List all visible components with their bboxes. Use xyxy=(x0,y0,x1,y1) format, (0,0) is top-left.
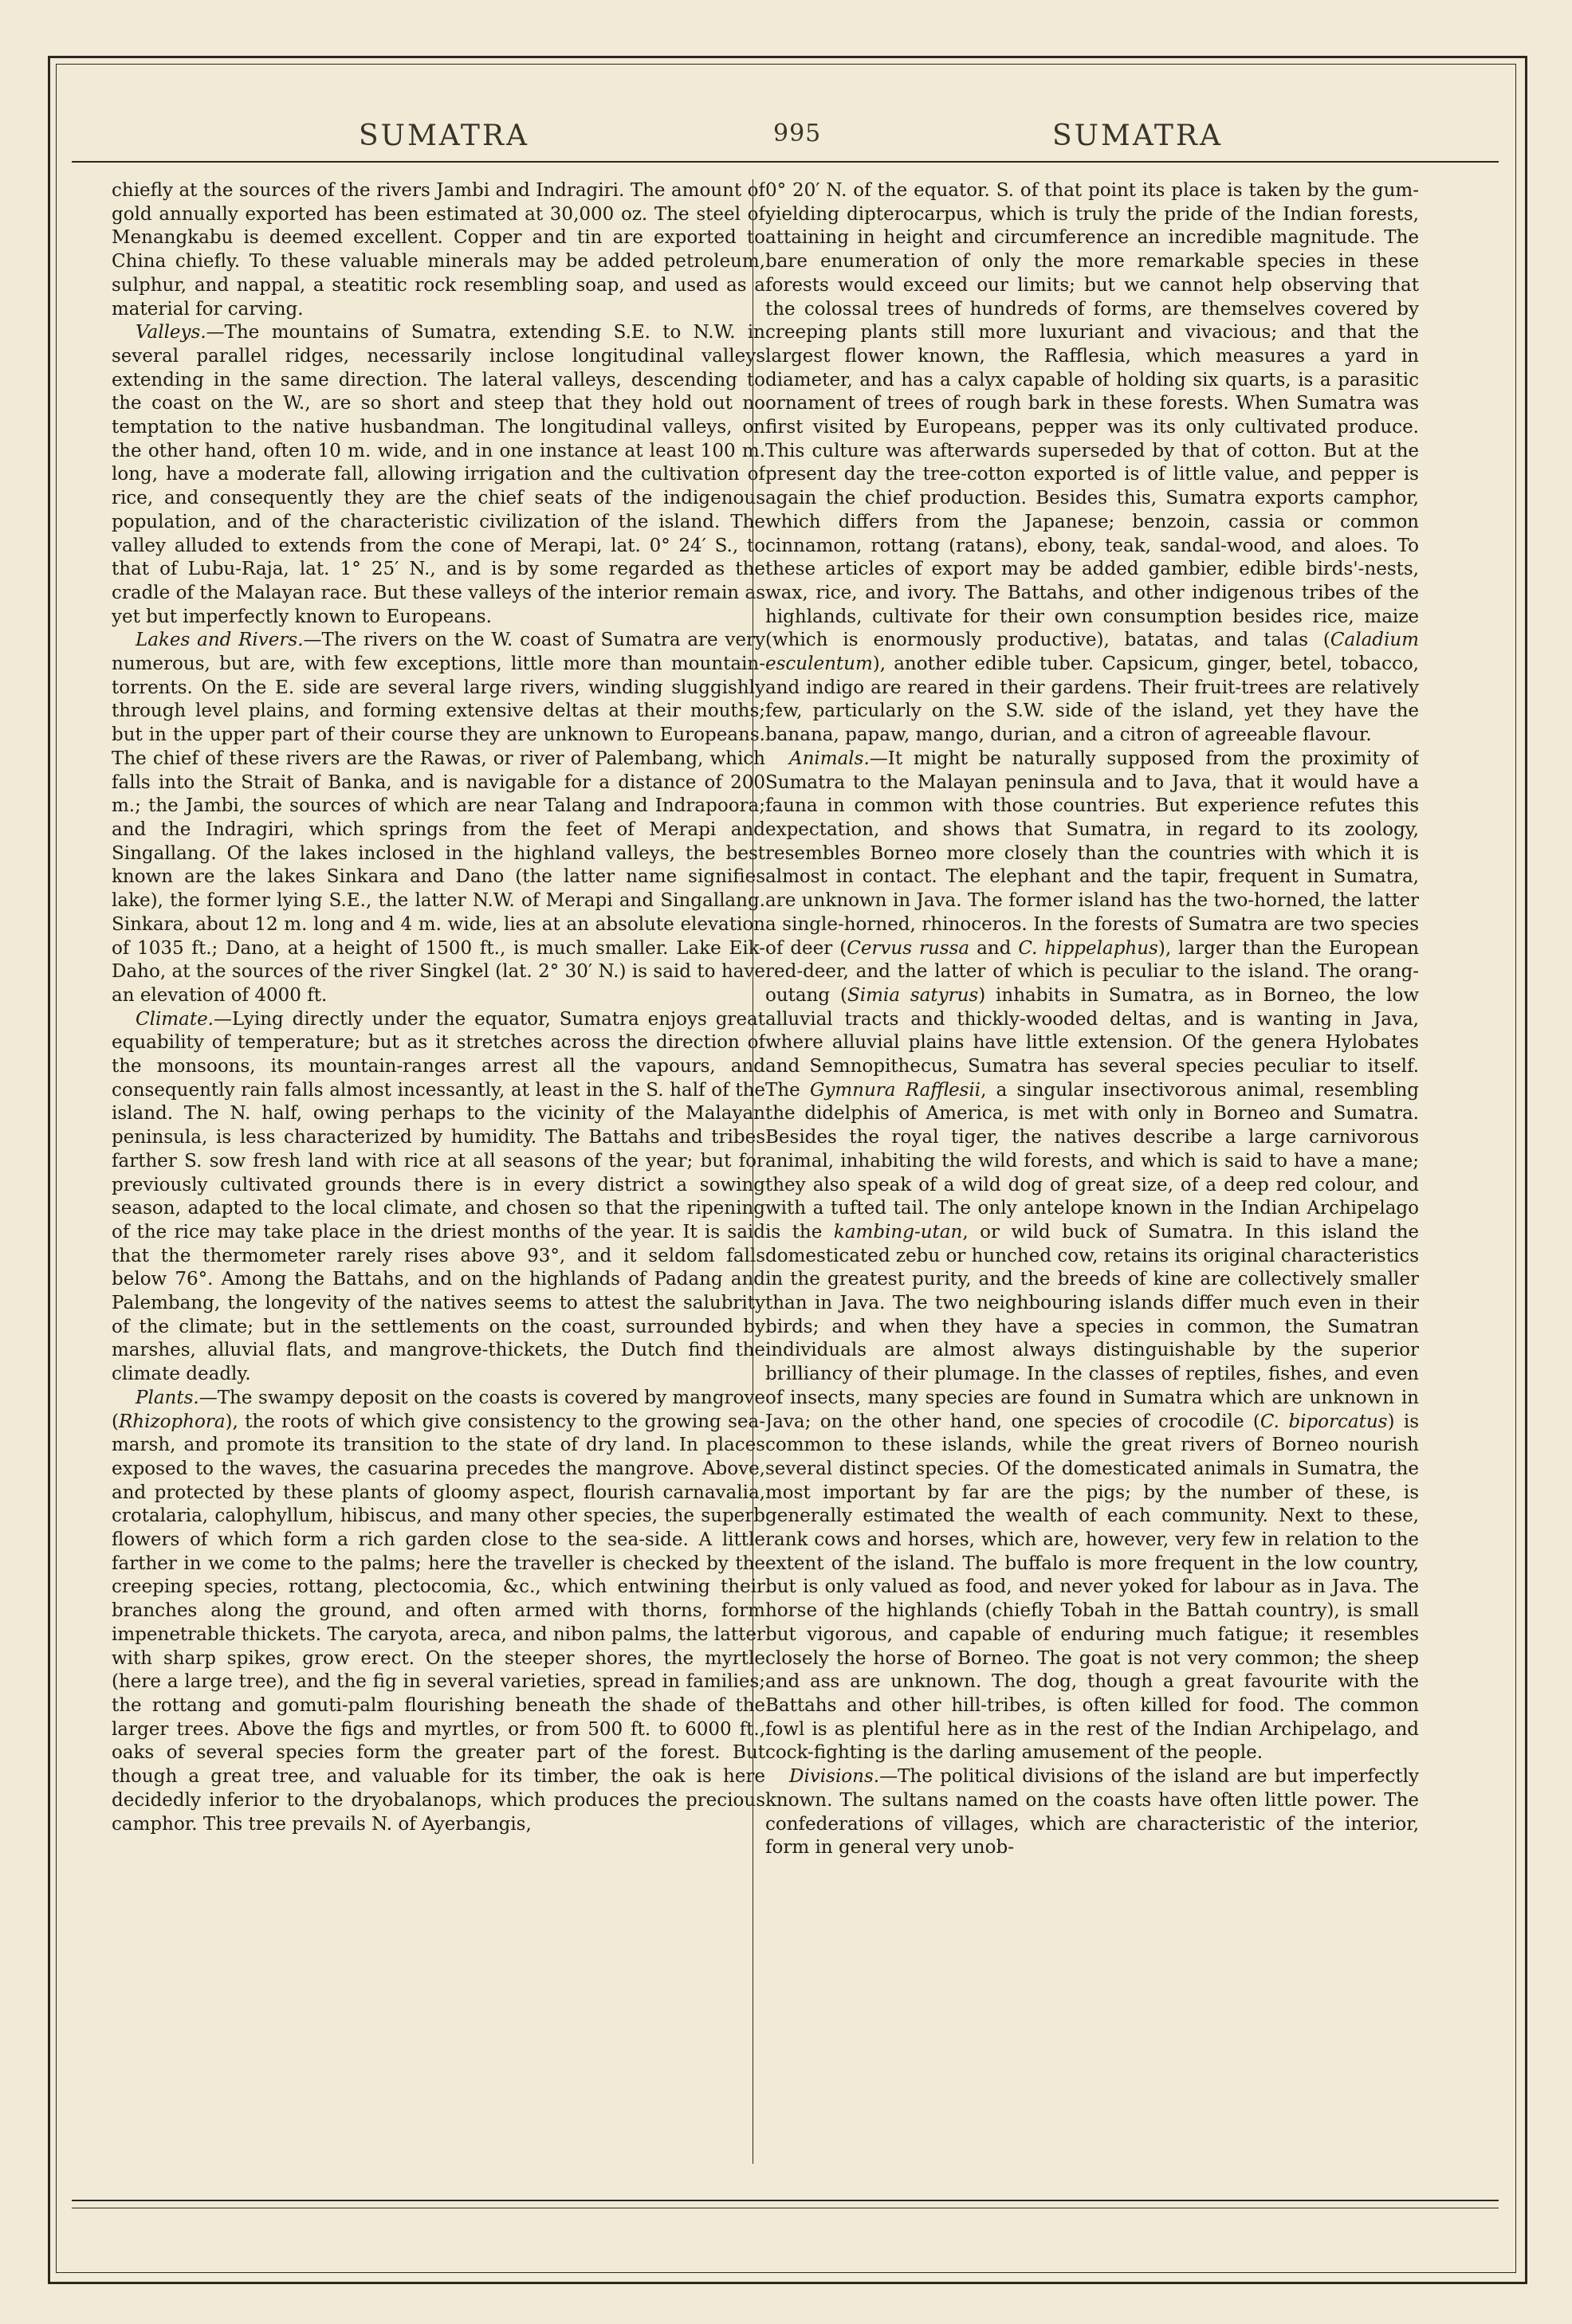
text-animals-f: , or wild buck of Sumatra. In this island the domesticated zebu or hunched cow, retains its original characteristics in the greatest purity, and the breeds of kine are collectively smaller than in Java. The two neighbouring islands differ much even in their birds; and when they have a species in common, the Sumatran individuals are almost always distinguishable by the superior brilliancy of their plumage. In the classes of reptiles, fishes, and even of insects, many species are found in Sumatra which are unknown in Java; on the other hand, one species of crocodile ( xyxy=(765,1221,1419,1432)
heading-valleys: Valleys. xyxy=(136,322,206,343)
text-animals-e: , a singular insectivorous animal, resembling the didelphis of America, is met with only in Borneo and Sumatra. Besides the royal tiger, the natives describe a large carnivorous animal, inhabiting the wild forests, and which is said to have a mane; they also speak of a wild dog of great size, of a deep red colour, and with a tufted tail. The only antelope known in the Indian Archipelago is the xyxy=(765,1079,1419,1242)
running-head-right: SUMATRA xyxy=(1052,120,1224,152)
left-column xyxy=(112,179,765,2172)
paragraph-forests-produce xyxy=(765,179,1419,748)
text-climate: —Lying directly under the equator, Sumatra enjoys great equability of temperature; but as it stretches across the direction of the monsoons, its mountain-ranges arrest all the vapours, and consequently rain falls almost incessantly, at least in the S. half of the island. The N. half, owing perhaps to the vicinity of the Malayan peninsula, is less characterized by humidity. The Battahs and tribes farther S. sow fresh land with rice at all seasons of the year; but for previously cultivated grounds there is in every district a sowing season, adapted to the local climate, and chosen so that the ripening of the rice may take place in the driest months of the year. It is said that the thermometer rarely rises above 93°, and it seldom falls below 76°. Among the Battahs, and on the highlands of Padang and Palembang, the longevity of the natives seems to attest the salubrity of the climate; but in the settlements on the coast, surrounded by marshes, alluvial flats, and mangrove-thickets, the Dutch find the climate deadly. xyxy=(112,1008,765,1385)
text-animals-d: ) inhabits in Sumatra, as in Borneo, the low alluvial tracts and thickly-wooded deltas, and is wanting in Java, where alluvial plains have little extension. Of the genera Hylobates and Semnopithecus, Sumatra has several species peculiar to itself. The xyxy=(765,984,1419,1101)
italic-c-hippelaphus: C. hippelaphus xyxy=(1018,937,1158,959)
text-animals-b: and xyxy=(969,937,1019,959)
text-forests: 0° 20′ N. of the equator. S. of that point its place is taken by the gum-yielding dipterocarpus, which is truly the pride of the Indian forests, attaining in height and circumference an incredible magnitude. The bare enumeration of only the more remarkable species in these forests would exceed our limits; but we cannot help observing that the colossal trees of hundreds of forms, are themselves covered by creeping plants still more luxuriant and vivacious; and that the largest flower known, the Rafflesia, which measures a yard in diameter, and has a calyx capable of holding six quarts, is a parasitic ornament of trees of rough bark in these forests. When Sumatra was first visited by Europeans, pepper was its only cultivated produce. This culture was afterwards superseded by that of cotton. But at the present day the tree-cotton exported is of little value, and pepper is again the chief production. Besides this, Sumatra exports camphor, which differs from the Japanese; benzoin, cassia or common cinnamon, rottang (ratans), ebony, teak, sandal-wood, and aloes. To these articles of export may be added gambier, edible birds'-nests, wax, rice, and ivory. The Battahs, and other indigenous tribes of the highlands, cultivate for their own consumption besides rice, maize (which is enormously productive), batatas, and talas ( xyxy=(765,180,1419,651)
header-rule xyxy=(72,161,1499,163)
italic-simia-satyrus: Simia satyrus xyxy=(847,984,979,1006)
text-divisions: —The political divisions of the island are but imperfectly known. The sultans named on the coasts have often little power. The confederations of villages, which are characteristic of the interior, form in general very unob- xyxy=(765,1766,1419,1859)
italic-c-biporcatus: C. biporcatus xyxy=(1260,1411,1388,1432)
right-column xyxy=(765,179,1419,2172)
page-number: 995 xyxy=(773,120,822,147)
text-forests-tail: ), another edible tuber. Capsicum, ginger, betel, tobacco, and indigo are reared in their gardens. Their fruit-trees are relatively few, particularly on the S.W. side of the island, yet they have the banana, papaw, mango, durian, and a citron of agreeable flavour. xyxy=(765,654,1419,746)
text-lakes-rivers: —The rivers on the W. coast of Sumatra are very numerous, but are, with few exceptions, little more than mountain-torrents. On the E. side are several large rivers, winding sluggishly through level plains, and forming extensive deltas at their mouths; but in the upper part of their course they are unknown to Europeans. The chief of these rivers are the Rawas, or river of Palembang, which falls into the Strait of Banka, and is navigable for a distance of 200 m.; the Jambi, the sources of which are near Talang and Indrapoora; and the Indragiri, which springs from the feet of Merapi and Singallang. Of the lakes inclosed in the highland valleys, the best known are the lakes Sinkara and Dano (the latter name signifies lake), the former lying S.E., the latter N.W. of Merapi and Singallang. Sinkara, about 12 m. long and 4 m. wide, lies at an absolute elevation of 1035 ft.; Dano, at a height of 1500 ft., is much smaller. Lake Eik-Daho, at the sources of the river Singkel (lat. 2° 30′ N.) is said to have an elevation of 4000 ft. xyxy=(112,630,765,1006)
italic-rhizophora: Rhizophora xyxy=(118,1411,226,1432)
section-valleys xyxy=(112,321,765,629)
heading-lakes-rivers: Lakes and Rivers. xyxy=(136,630,304,651)
italic-kambing-utan: kambing-utan xyxy=(833,1221,963,1242)
section-animals xyxy=(765,748,1419,1765)
text-animals-g: ) is common to these islands, while the great rivers of Borneo nourish several distinct species. Of the domesticated animals in Sumatra, the most important by far are the pigs; by the number of these, is generally estimated the wealth of each community. Next to these, rank cows and horses, which are, however, very few in relation to the extent of the island. The buffalo is more frequent in the low country, but is only valued as food, and never yoked for labour as in Java. The horse of the highlands (chiefly Tobah in the Battah country), is small but vigorous, and capable of enduring much fatigue; it resembles closely the horse of Borneo. The goat is not very common; the sheep and ass are unknown. The dog, though a great favourite with the Battahs and other hill-tribes, is often killed for food. The common fowl is as plentiful here as in the rest of the Indian Archipelago, and cock-fighting is the darling amusement of the people. xyxy=(765,1411,1419,1764)
text-animals-c: ), larger than the European red-deer, and the latter of which is peculiar to the island. The orang-outang ( xyxy=(765,937,1419,1006)
italic-cervus-russa: Cervus russa xyxy=(847,937,970,959)
text-valleys: —The mountains of Sumatra, extending S.E. to N.W. in several parallel ridges, necessarily inclose longitudinal valleys extending in the same direction. The lateral valleys, descending to the coast on the W., are so short and steep that they hold out no temptation to the native husbandman. The longitudinal valleys, on the other hand, often 10 m. wide, and in one instance at least 100 m. long, have a moderate fall, allowing irrigation and the cultivation of rice, and consequently they are the chief seats of the indigenous population, and of the characteristic civilization of the island. The valley alluded to extends from the cone of Merapi, lat. 0° 24′ S., to that of Lubu-Raja, lat. 1° 25′ N., and is by some regarded as the cradle of the Malayan race. But these valleys of the interior remain as yet but imperfectly known to Europeans. xyxy=(112,322,765,627)
heading-divisions: Divisions. xyxy=(789,1766,880,1788)
text-plants-b: ), the roots of which give consistency to the growing sea-marsh, and promote its transition to the state of dry land. In places exposed to the waves, the casuarina precedes the mangrove. Above, and protected by these plants of gloomy aspect, flourish carnavalia, crotalaria, calophyllum, hibiscus, and many other species, the superb flowers of which form a rich garden close to the sea-side. A little farther in we come to the palms; here the traveller is checked by the creeping species, rottang, plectocomia, &c., which entwining their branches along the ground, and often armed with thorns, form impenetrable thickets. The caryota, areca, and nibon palms, the latter with sharp spikes, grow erect. On the steeper shores, the myrtle (here a large tree), and the fig in several varieties, spread in families; the rottang and gomuti-palm flourishing beneath the shade of the larger trees. Above the figs and myrtles, or from 500 ft. to 6000 ft., oaks of several species form the greater part of the forest. But though a great tree, and valuable for its timber, the oak is here decidedly inferior to the dryobalanops, which produces the precious camphor. This tree prevails N. of Ayerbangis, xyxy=(112,1411,765,1835)
section-lakes-rivers xyxy=(112,629,765,1007)
heading-plants: Plants. xyxy=(136,1387,199,1408)
footer-rule xyxy=(72,2200,1499,2201)
section-divisions xyxy=(765,1765,1419,1860)
page-header xyxy=(72,120,1499,167)
text-animals-a: —It might be naturally supposed from the proximity of Sumatra to the Malayan peninsula and to Java, that it would have a fauna in common with those countries. But experience refutes this expectation, and shows that Sumatra, in regard to its zoology, resembles Borneo more closely than the countries with which it is almost in contact. The elephant and the tapir, frequent in Sumatra, are unknown in Java. The former island has the two-horned, the latter a single-horned, rhinoceros. In the forests of Sumatra are two species of deer ( xyxy=(765,748,1419,959)
italic-gymnura-rafflesii: Gymnura Rafflesii xyxy=(809,1079,981,1101)
section-plants xyxy=(112,1387,765,1836)
paragraph-minerals: chiefly at the sources of the rivers Jambi and Indragiri. The amount of gold annually exported has been estimated at 30,000 oz. The steel of Menangkabu is deemed excellent. Copper and tin are exported to China chiefly. To these valuable minerals may be added petroleum, sulphur, and nappal, a steatitic rock resembling soap, and used as a material for carving. xyxy=(112,180,765,320)
heading-animals: Animals. xyxy=(789,748,870,769)
italic-caladium: Caladium esculentum xyxy=(765,630,1419,675)
text-plants-a: —The swampy deposit on the coasts is covered by mangrove ( xyxy=(112,1387,765,1432)
section-climate xyxy=(112,1008,765,1387)
heading-climate: Climate. xyxy=(136,1008,214,1030)
running-head-left: SUMATRA xyxy=(359,120,530,152)
